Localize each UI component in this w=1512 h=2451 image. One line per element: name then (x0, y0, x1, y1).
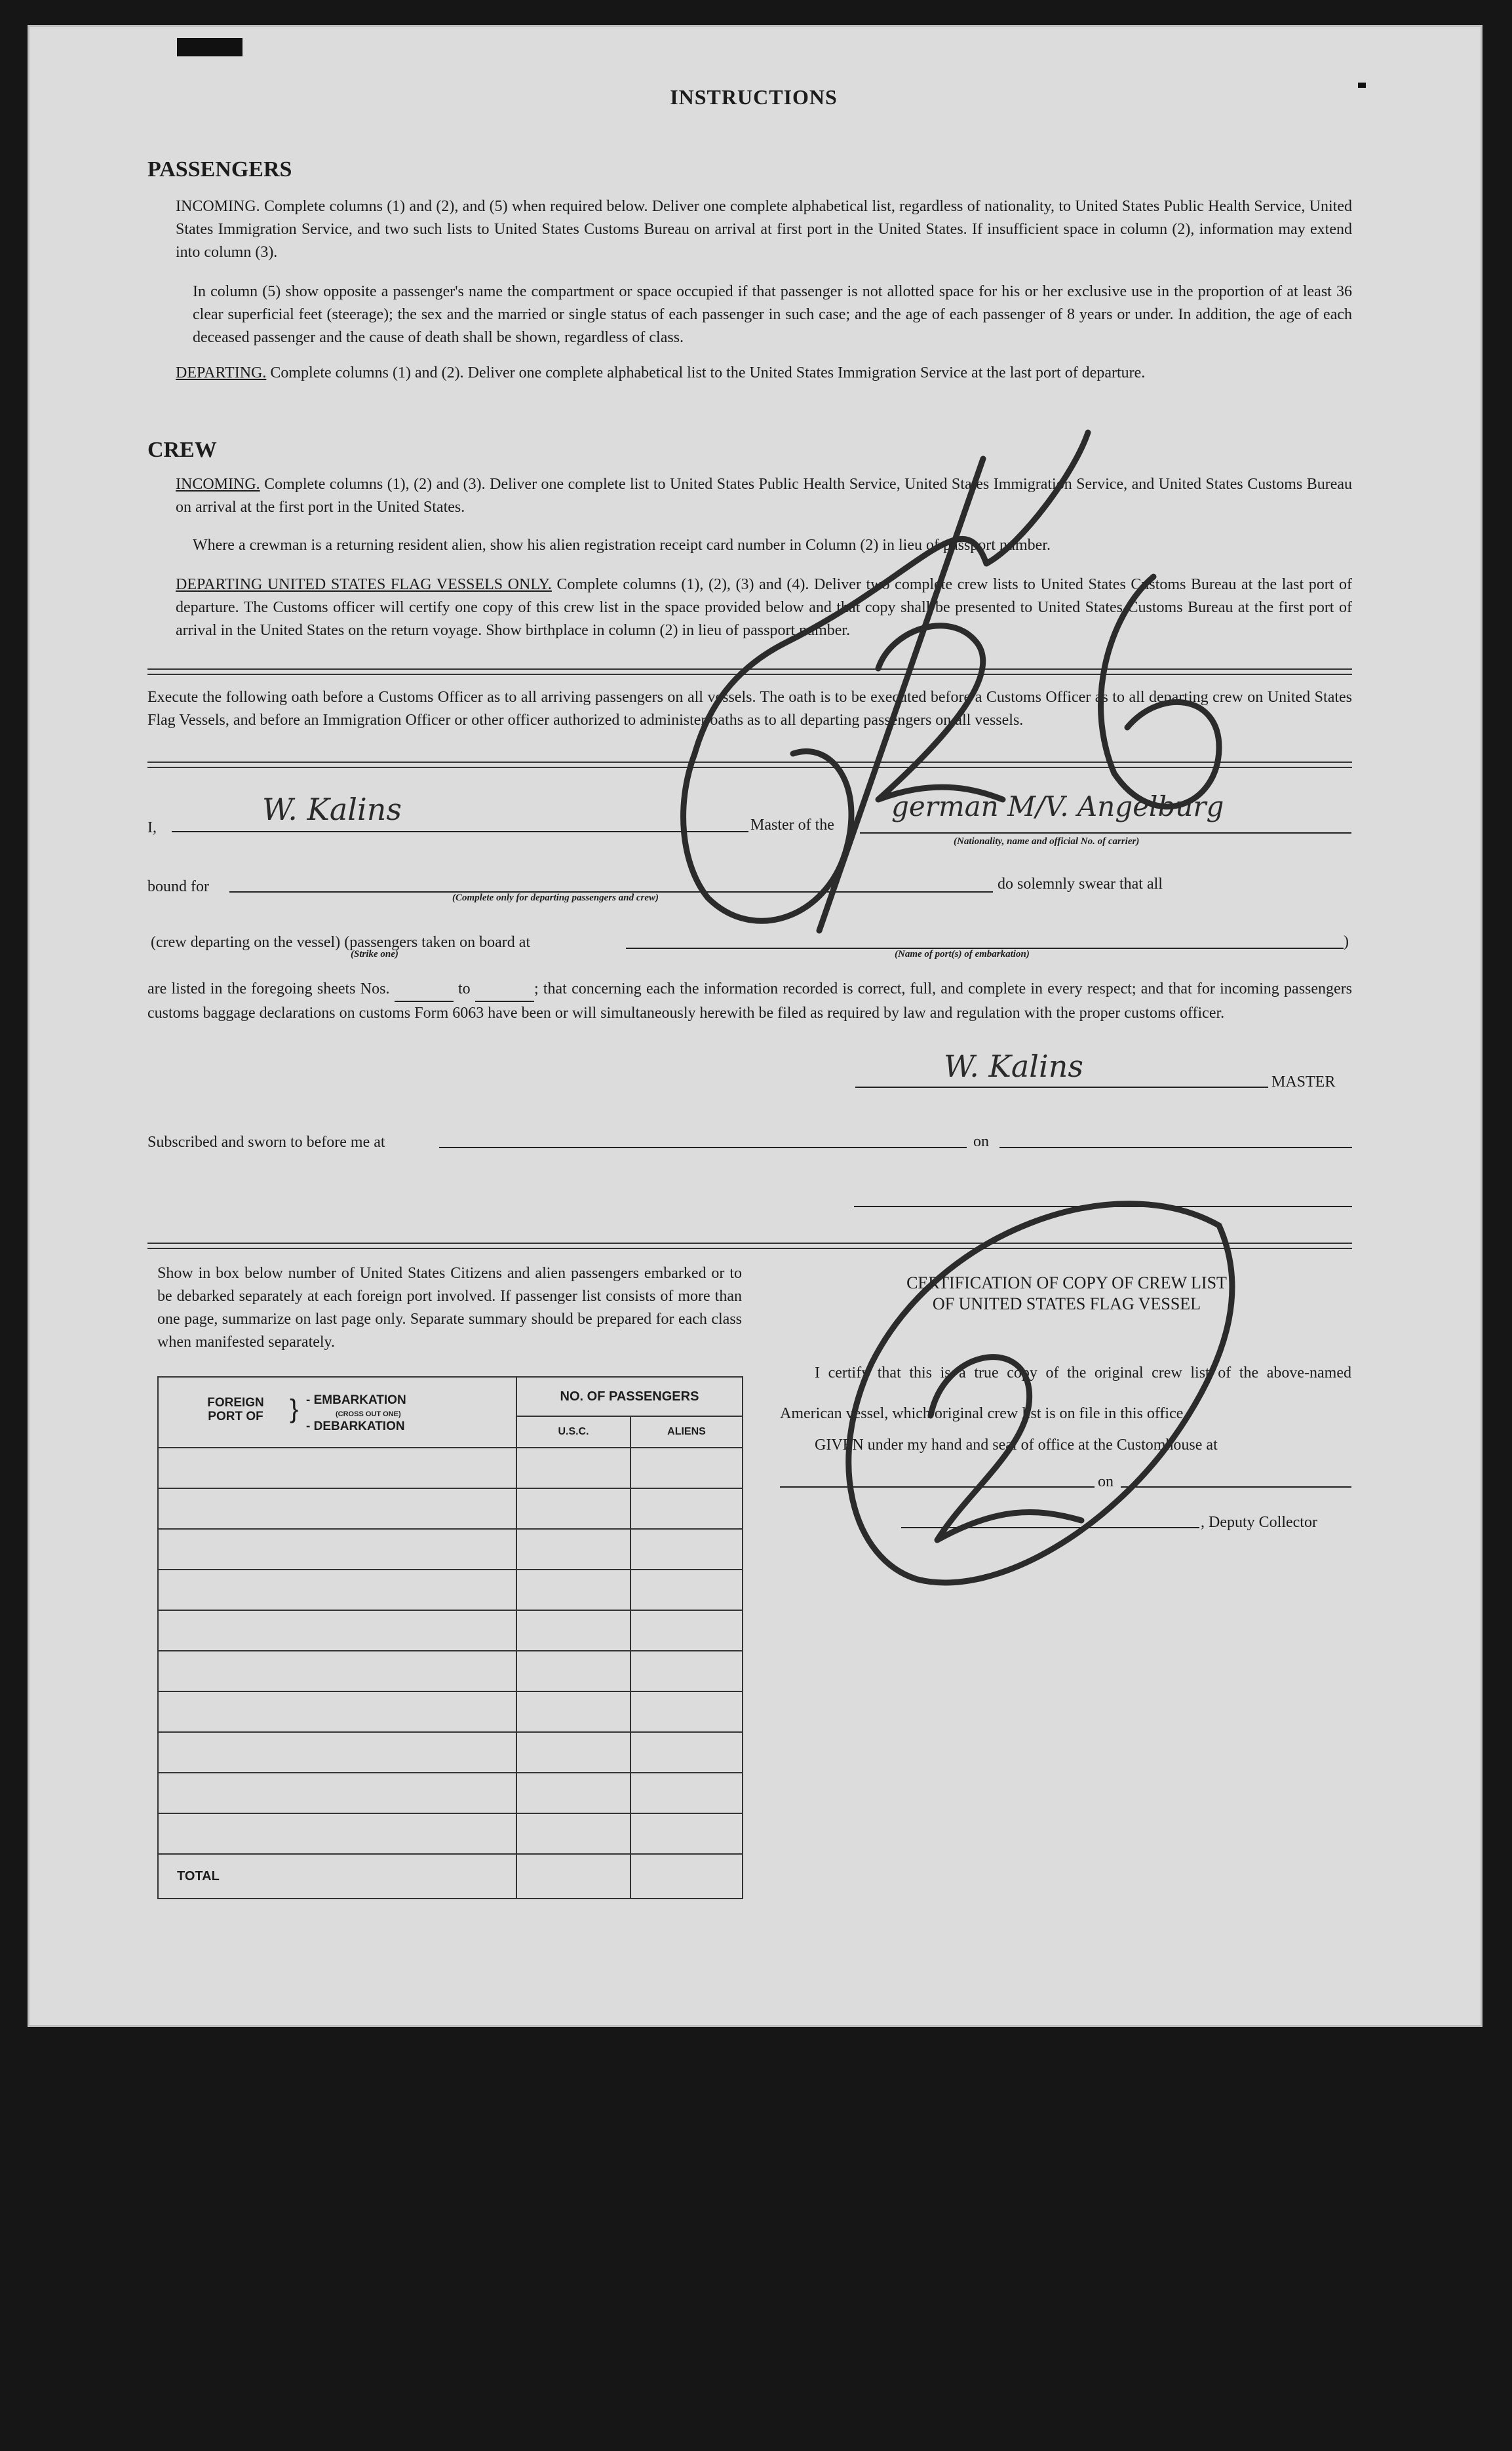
crew-passengers-text: (crew departing on the vessel) (passengers taken on board at (151, 934, 531, 951)
subscribed-on-label: on (973, 1133, 989, 1150)
close-paren: ) (1344, 933, 1349, 950)
scan-mark (1358, 83, 1366, 88)
summary-instructions: Show in box below number of United States Citizens and alien passengers embarked or to be debarked separately at each foreign port involved. If passenger list consists of more than one page, summarize on last page only. Separate summary should be prepared for each class when manifested separately. (157, 1265, 742, 1351)
embark-label: - EMBARKATION (306, 1393, 406, 1407)
passengers-heading: PASSENGERS (147, 157, 292, 182)
cross-out-note: (CROSS OUT ONE) (336, 1410, 401, 1418)
oath-i-label: I, (147, 819, 157, 836)
oath-intro: Execute the following oath before a Customs Officer as to all arriving passengers on all vessels. The oath is to be executed before a Customs Officer as to all departing crew on United States Flag Vessels, and before an Immigration Officer or other officer authorized to administer oaths as to all departing passengers on all vessels. (147, 689, 1352, 729)
col-usc-header: U.S.C. (516, 1416, 630, 1448)
circled-two-stroke (931, 1357, 1081, 1540)
crew-flag-text: Complete columns (1), (2), (3) and (4). Deliver two complete crew lists to United States Customs Bureau at the last port of departure. The Customs officer will certify one copy of this crew list in the space provided below and that copy shall be presented to United States Customs Bureau at the first port of arrival in the United States on the return voyage. Show birthplace in column (2) in lieu of passport number. (176, 576, 1352, 639)
crew-incoming-text: Complete columns (1), (2) and (3). Deliver one complete list to United States Public Health Service, United States Immigration Service, and United States Customs Bureau on arrival at the first port in the United States. (176, 476, 1353, 516)
col-passengers-header: NO. OF PASSENGERS (516, 1377, 743, 1416)
circle-stroke (849, 1204, 1232, 1583)
crew-incoming-label: INCOMING. (176, 476, 260, 493)
cert-title-line1: CERTIFICATION OF COPY OF CREW LIST (906, 1273, 1227, 1292)
six-stroke (1101, 577, 1219, 807)
slash-stroke (819, 459, 983, 931)
cert-certify-text: I certify that this is a true copy of the original crew list of the above-named American vessel, which original crew list is on file in this office. (780, 1364, 1351, 1422)
master-label: MASTER (1271, 1073, 1336, 1090)
total-label: TOTAL (158, 1854, 516, 1899)
cert-on-label: on (1098, 1473, 1114, 1490)
signature-handwriting: W. Kalins (944, 1049, 1083, 1084)
passengers-incoming-label: INCOMING. (176, 198, 260, 215)
deputy-collector-label: , Deputy Collector (1201, 1514, 1317, 1531)
col-aliens-header: ALIENS (630, 1416, 743, 1448)
listed-to: to (458, 980, 471, 997)
swear-text: do solemnly swear that all (998, 876, 1163, 893)
listed-text-a: are listed in the foregoing sheets Nos. (147, 980, 390, 997)
crew-heading: CREW (147, 438, 217, 462)
brace-glyph: } (290, 1395, 299, 1423)
crew-flag-label: DEPARTING UNITED STATES FLAG VESSELS ONLY. (176, 576, 552, 593)
crew-resident-paragraph: Where a crewman is a returning resident alien, show his alien registration receipt card number in Column (2) in lieu of passport number. (193, 537, 1051, 554)
master-of-label: Master of the (750, 817, 834, 834)
strike-caption: (Strike one) (351, 949, 398, 959)
debark-label: - DEBARKATION (306, 1419, 405, 1433)
passengers-column5-paragraph: In column (5) show opposite a passenger's name the compartment or space occupied if that passenger is not allotted space for his or her exclusive use in the proportion of at least 36 clear superficial feet (steerage); the sex and the married or single status of each passenger in such case; and the age of each passenger of 8 years or under. In addition, the age of each deceased passenger and the cause of death shall be shown, regardless of class. (193, 283, 1352, 346)
bound-for-label: bound for (147, 878, 209, 895)
five-stroke (684, 433, 1088, 921)
col-port-header: FOREIGN PORT OF (207, 1396, 264, 1423)
passengers-incoming-text: Complete columns (1) and (2), and (5) when required below. Deliver one complete alphabetical list, regardless of nationality, to United States Public Health Service, United States Immigration Service, and two such lists to United States Customs Bureau on arrival at first port in the United States. If insufficient space in column (2), information may extend into column (3). (176, 198, 1352, 261)
port-caption: (Name of port(s) of embarkation) (895, 949, 1030, 959)
listed-text-b: ; that concerning each the information recorded is correct, full, and complete in every respect; and that for incoming passengers customs baggage declarations on customs Form 6063 have been or will simultaneously herewith be filed as required by law and regulation with the proper customs officer. (147, 980, 1353, 1022)
master-name-handwriting: W. Kalins (262, 792, 402, 827)
vessel-caption: (Nationality, name and official No. of carrier) (954, 836, 1140, 847)
vessel-handwriting: german M/V. Angelburg (891, 790, 1224, 822)
bound-caption: (Complete only for departing passengers and crew) (452, 893, 659, 903)
passengers-departing-label: DEPARTING. (176, 364, 267, 381)
instructions-title: INSTRUCTIONS (670, 85, 838, 109)
cert-given-text: GIVEN under my hand and seal of office at the Customhouse at (815, 1437, 1218, 1454)
subscribed-label: Subscribed and sworn to before me at (147, 1134, 385, 1151)
scan-mark (177, 38, 242, 56)
passengers-departing-text: Complete columns (1) and (2). Deliver one complete alphabetical list to the United States Immigration Service at the last port of departure. (270, 364, 1146, 381)
cert-title-line2: OF UNITED STATES FLAG VESSEL (932, 1294, 1201, 1313)
